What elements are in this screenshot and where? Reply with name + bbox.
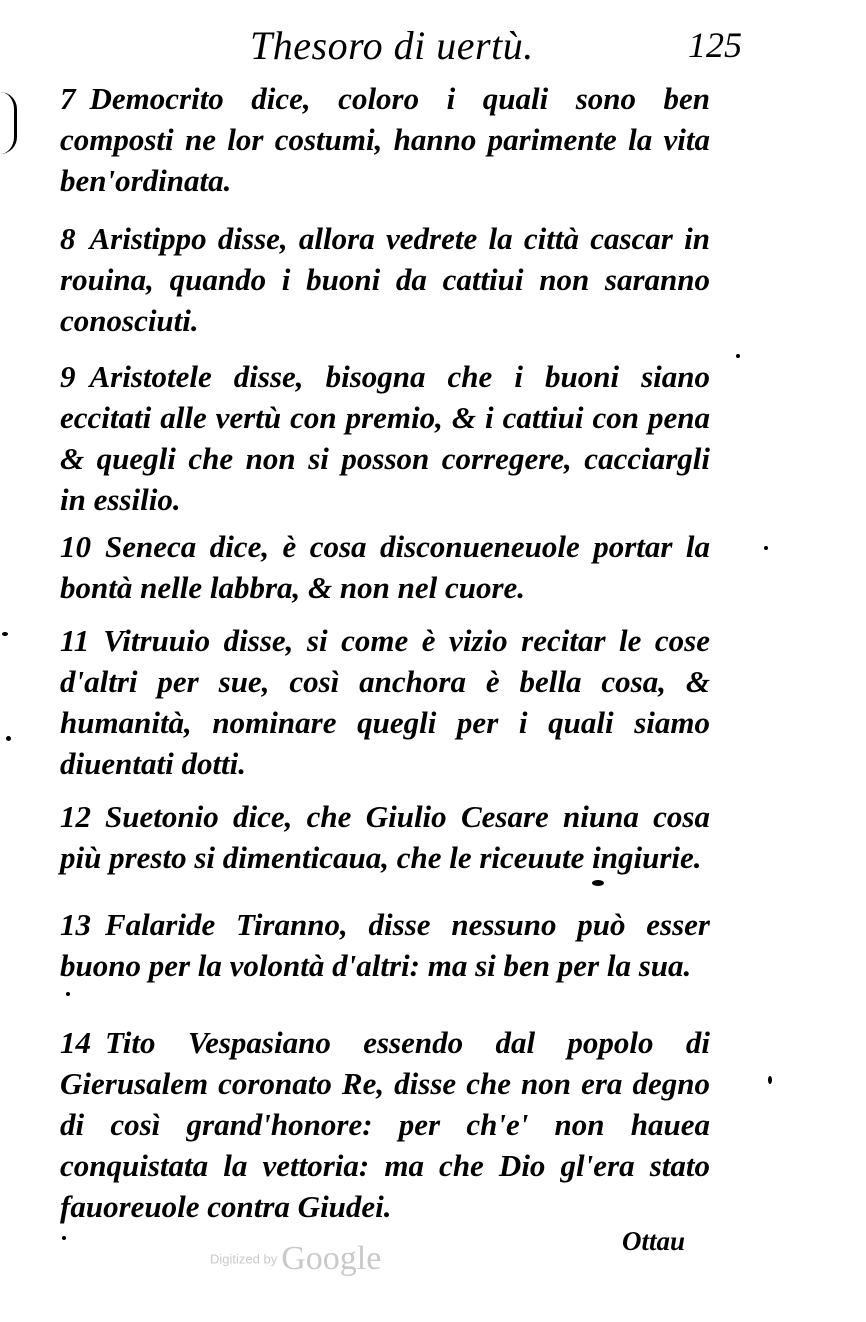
scan-speck xyxy=(768,1076,772,1084)
margin-bracket-mark xyxy=(0,92,17,154)
scan-speck xyxy=(2,632,8,636)
entry-11 xyxy=(60,620,710,784)
entry-10 xyxy=(60,526,710,608)
page-number: 125 xyxy=(688,25,742,65)
entry-8 xyxy=(60,218,710,341)
catchword: Ottau xyxy=(622,1226,686,1256)
scan-speck xyxy=(6,736,11,741)
entry-text: Suetonio dice, che Giulio Cesare niuna cosa più presto si dimenticaua, che le riceuute ingiurie. xyxy=(60,799,710,875)
entry-number: 10 xyxy=(60,529,91,564)
google-logo: Google xyxy=(281,1240,382,1277)
scan-speck xyxy=(764,546,768,550)
digitized-watermark xyxy=(210,1240,381,1278)
scan-speck xyxy=(66,992,70,996)
scan-speck xyxy=(62,1236,66,1240)
scan-speck xyxy=(592,880,604,886)
entry-text: Seneca dice, è cosa disconueneuole portar la bontà nelle labbra, & non nel cuore. xyxy=(60,529,710,605)
entry-text: Vitruuio disse, si come è vizio recitar le cose d'altri per sue, così anchora è bella cosa, & humanità, nominare quegli per i quali siamo diuentati dotti. xyxy=(60,623,710,781)
entry-text: Aristotele disse, bisogna che i buoni siano eccitati alle vertù con premio, & i cattiui con pena & quegli che non si posson corregere, cacciargli in essilio. xyxy=(60,359,710,517)
entry-text: Tito Vespasiano essendo dal popolo di Gierusalem coronato Re, disse che non era degno di così grand'honore: per ch'e' non hauea conquistata la vettoria: ma che Dio gl'era stato fauoreuole contra Giudei. xyxy=(60,1025,710,1224)
entry-number: 7 xyxy=(60,81,76,116)
running-title: Thesoro di uertù. xyxy=(250,23,534,68)
entry-7 xyxy=(60,78,710,201)
entry-number: 12 xyxy=(60,799,91,834)
entry-text: Falaride Tiranno, disse nessuno può esser buono per la volontà d'altri: ma si ben per la sua. xyxy=(60,907,710,983)
entry-14 xyxy=(60,1022,710,1227)
entry-number: 13 xyxy=(60,907,91,942)
watermark-prefix: Digitized by xyxy=(210,1251,278,1267)
entry-13 xyxy=(60,904,710,986)
entry-text: Aristippo disse, allora vedrete la città cascar in rouina, quando i buoni da cattiui non saranno conosciuti. xyxy=(60,221,710,338)
entry-number: 8 xyxy=(60,221,76,256)
entry-12 xyxy=(60,796,710,878)
entry-number: 14 xyxy=(60,1025,91,1060)
entry-number: 11 xyxy=(60,623,90,658)
scan-speck xyxy=(736,354,740,358)
entry-text: Democrito dice, coloro i quali sono ben composti ne lor costumi, hanno parimente la vita ben'ordinata. xyxy=(60,81,710,198)
entry-9 xyxy=(60,356,710,520)
entry-number: 9 xyxy=(60,359,76,394)
